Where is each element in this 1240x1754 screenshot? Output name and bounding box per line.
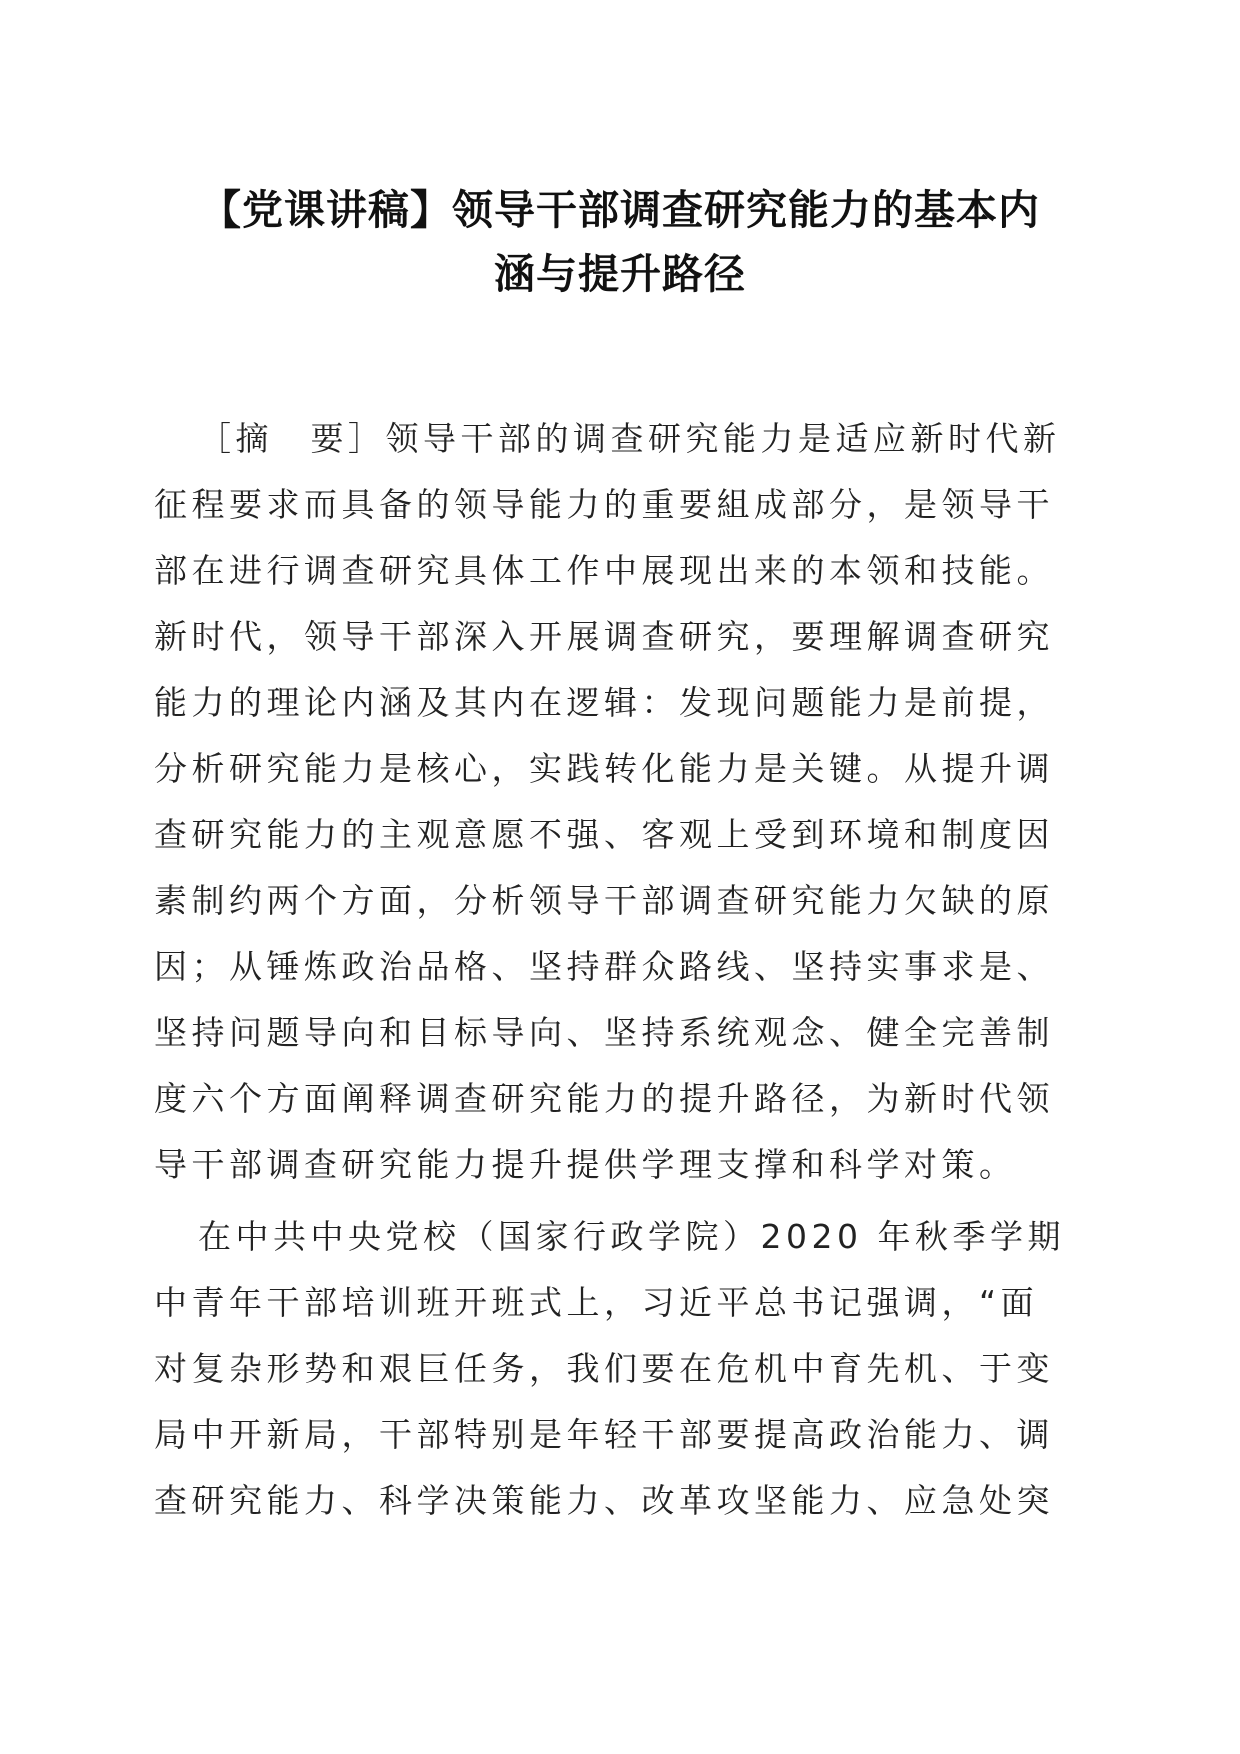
body-line: 在中共中央党校（国家行政学院）2020 年秋季学期 — [198, 1217, 1065, 1256]
abstract-line: 坚持问题导向和目标导向、坚持系统观念、健全完善制 — [154, 1013, 1054, 1052]
abstract-line: ［摘 要］领导干部的调查研究能力是适应新时代新 — [198, 419, 1061, 458]
abstract-line: 分析研究能力是核心，实践转化能力是关键。从提升调 — [154, 749, 1054, 788]
body-line: 局中开新局，干部特别是年轻干部要提高政治能力、调 — [154, 1415, 1054, 1454]
body-line: 对复杂形势和艰巨任务，我们要在危机中育先机、于变 — [154, 1349, 1054, 1388]
title-line-2: 涵与提升路径 — [494, 250, 746, 298]
abstract-line: 导干部调查研究能力提升提供学理支撑和科学对策。 — [154, 1145, 1017, 1184]
abstract-line: 度六个方面阐释调查研究能力的提升路径，为新时代领 — [154, 1079, 1054, 1118]
document-title — [150, 178, 1090, 306]
abstract-line: 素制约两个方面，分析领导干部调查研究能力欠缺的原 — [154, 881, 1054, 920]
abstract-line: 新时代，领导干部深入开展调查研究，要理解调查研究 — [154, 617, 1054, 656]
abstract-paragraph — [154, 406, 1084, 1198]
body-paragraph — [154, 1204, 1084, 1534]
abstract-line: 征程要求而具备的领导能力的重要組成部分，是领导干 — [154, 485, 1054, 524]
body-line: 中青年干部培训班开班式上，习近平总书记强调，“面 — [154, 1283, 1039, 1322]
title-line-1: 【党课讲稿】领导干部调查研究能力的基本内 — [200, 186, 1040, 234]
abstract-line: 因；从锤炼政治品格、坚持群众路线、坚持实事求是、 — [154, 947, 1054, 986]
abstract-line: 能力的理论内涵及其内在逻辑：发现问题能力是前提， — [154, 683, 1054, 722]
body-line: 查研究能力、科学决策能力、改革攻坚能力、应急处突 — [154, 1481, 1054, 1520]
abstract-line: 查研究能力的主观意愿不强、客观上受到环境和制度因 — [154, 815, 1054, 854]
abstract-line: 部在进行调查研究具体工作中展现出来的本领和技能。 — [154, 551, 1054, 590]
